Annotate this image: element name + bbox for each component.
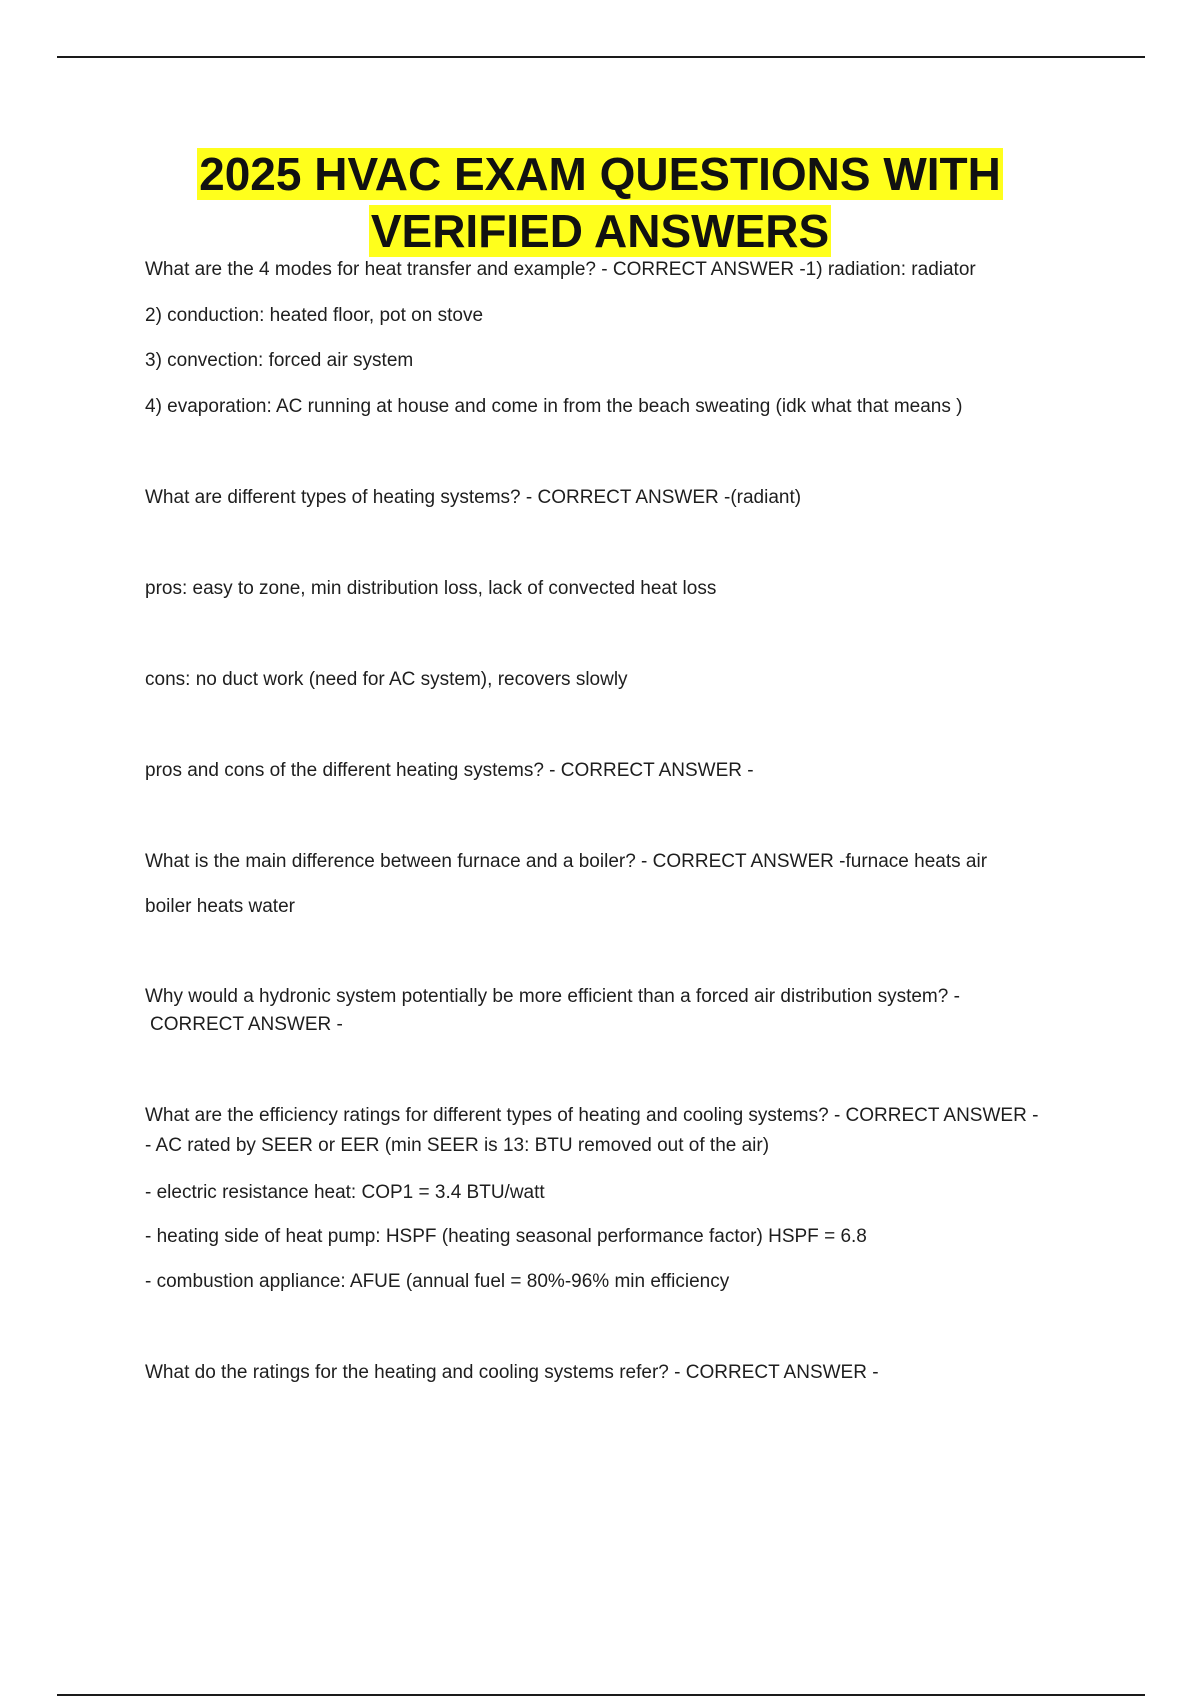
question-hydronic: Why would a hydronic system potentially be more efficient than a forced air distribution system? -: [145, 986, 960, 1007]
title-line-2: VERIFIED ANSWERS: [370, 205, 830, 257]
answer-line: CORRECT ANSWER -: [150, 1014, 343, 1035]
answer-line: cons: no duct work (need for AC system), recovers slowly: [145, 669, 628, 690]
answer-line: - electric resistance heat: COP1 = 3.4 BTU/watt: [145, 1182, 545, 1203]
title-line-1: 2025 HVAC EXAM QUESTIONS WITH: [199, 148, 1001, 200]
question-pros-cons: pros and cons of the different heating systems? - CORRECT ANSWER -: [145, 760, 754, 781]
question-heat-transfer: What are the 4 modes for heat transfer and example? - CORRECT ANSWER -1) radiation: radiator: [145, 259, 976, 280]
answer-line: - AC rated by SEER or EER (min SEER is 13: BTU removed out of the air): [145, 1135, 770, 1156]
question-furnace-boiler: What is the main difference between furnace and a boiler? - CORRECT ANSWER -furnace heats air: [145, 851, 988, 872]
top-rule: [57, 56, 1145, 58]
question-heating-types: What are different types of heating systems? - CORRECT ANSWER -(radiant): [145, 487, 802, 508]
answer-line: - heating side of heat pump: HSPF (heating seasonal performance factor) HSPF = 6.8: [145, 1226, 867, 1247]
answer-line: pros: easy to zone, min distribution loss, lack of convected heat loss: [145, 578, 717, 599]
document-title: [0, 146, 1200, 260]
answer-line: 4) evaporation: AC running at house and come in from the beach sweating (idk what that means ): [145, 396, 963, 417]
bottom-rule: [57, 1694, 1145, 1696]
question-efficiency-ratings: What are the efficiency ratings for different types of heating and cooling systems? - CORRECT ANSWER -: [145, 1105, 1039, 1126]
answer-line: - combustion appliance: AFUE (annual fuel = 80%-96% min efficiency: [145, 1271, 730, 1292]
answer-line: 2) conduction: heated floor, pot on stove: [145, 305, 484, 326]
answer-line: 3) convection: forced air system: [145, 350, 414, 371]
question-ratings-refer: What do the ratings for the heating and cooling systems refer? - CORRECT ANSWER -: [145, 1362, 879, 1383]
answer-line: boiler heats water: [145, 896, 295, 917]
